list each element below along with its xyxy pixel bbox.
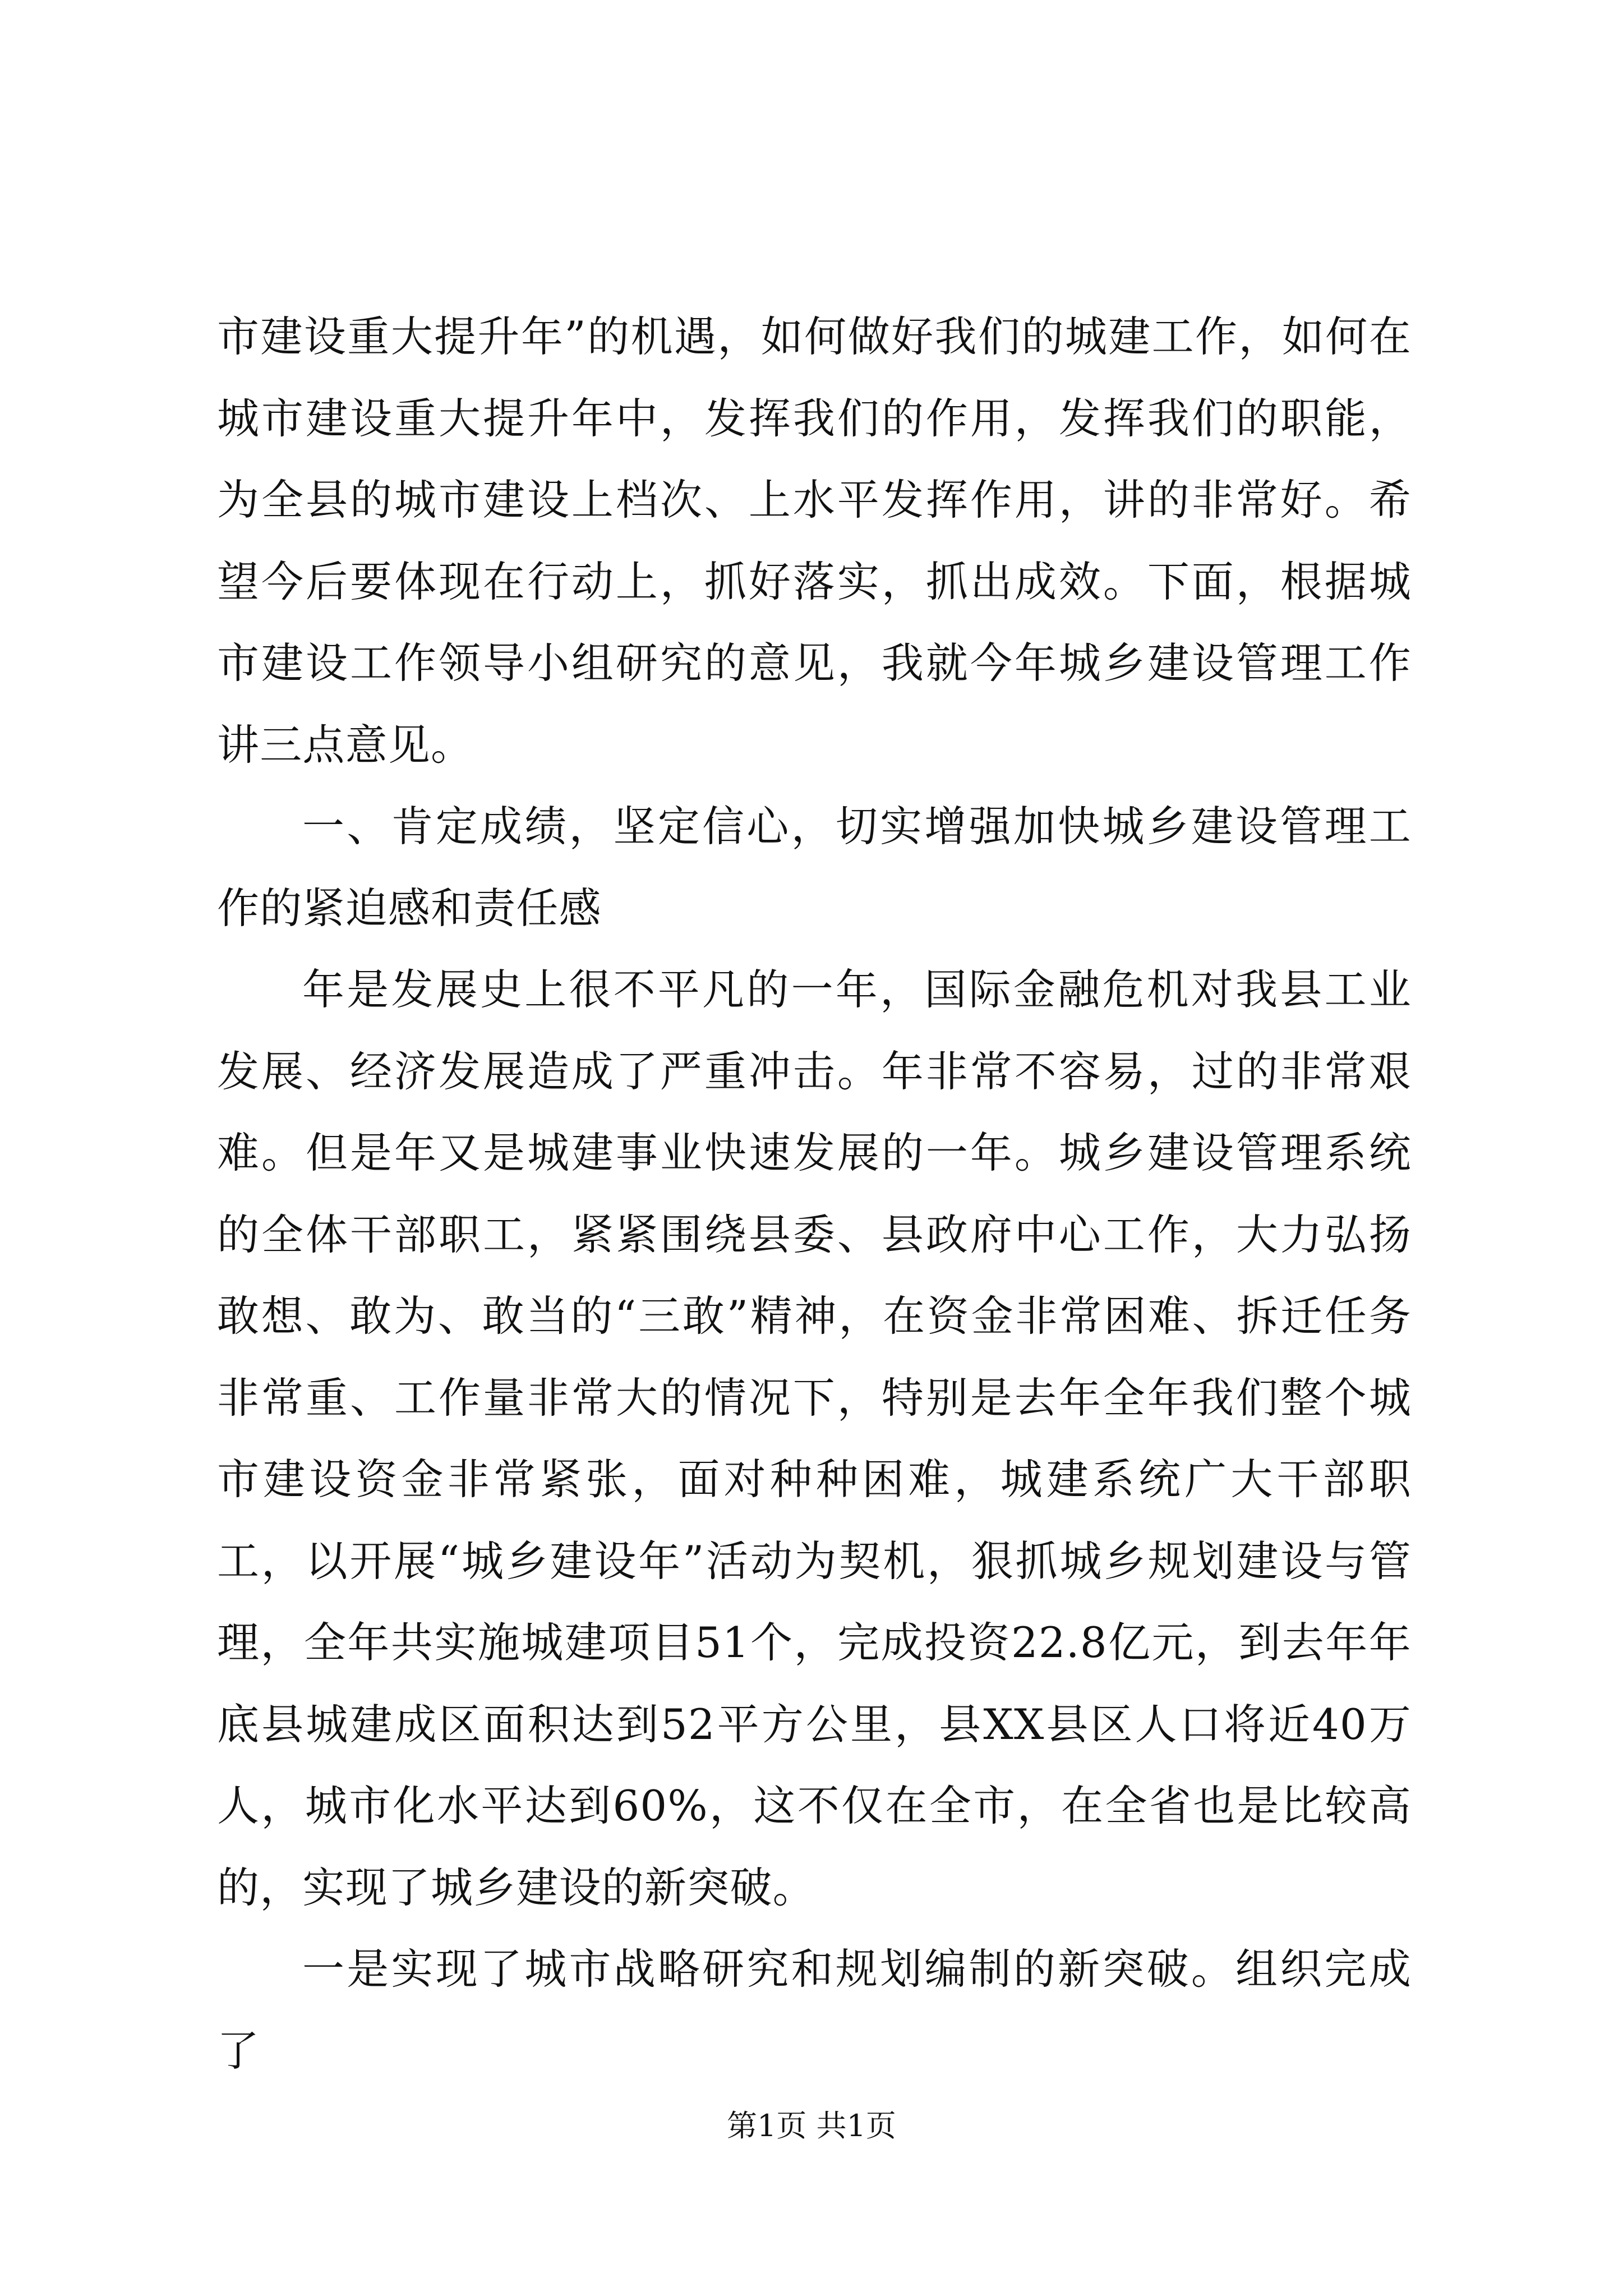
page-footer: 第1页 共1页 bbox=[727, 2108, 896, 2143]
paragraph-continuation: 市建设重大提升年”的机遇，如何做好我们的城建工作，如何在城市建设重大提升年中，发挥我们的作用，发挥我们的职能，为全县的城市建设上档次、上水平发挥作用，讲的非常好。希望今后要体现在行动上，抓好落实，抓出成效。下面，根据城市建设工作领导小组研究的意见，我就今年城乡建设管理工作讲三点意见。 bbox=[217, 312, 1412, 770]
section-heading: 一、肯定成绩，坚定信心，切实增强加快城乡建设管理工作的紧迫感和责任感 bbox=[217, 802, 1412, 933]
document-body bbox=[217, 296, 1412, 2092]
paragraph-first-point: 一是实现了城市战略研究和规划编制的新突破。组织完成了 bbox=[217, 1944, 1412, 2076]
paragraph-achievements: 年是发展史上很不平凡的一年，国际金融危机对我县工业发展、经济发展造成了严重冲击。年非常不容易，过的非常艰难。但是年又是城建事业快速发展的一年。城乡建设管理系统的全体干部职工，紧紧围绕县委、县政府中心工作，大力弘扬敢想、敢为、敢当的“三敢”精神，在资金非常困难、拆迁任务非常重、工作量非常大的情况下，特别是去年全年我们整个城市建设资金非常紧张，面对种种困难，城建系统广大干部职工，以开展“城乡建设年”活动为契机，狠抓城乡规划建设与管理，全年共实施城建项目51个，完成投资22.8亿元，到去年年底县城建成区面积达到52平方公里，县XX县区人口将近40万人，城市化水平达到60%，这不仅在全市，在全省也是比较高的，实现了城乡建设的新突破。 bbox=[217, 965, 1412, 1912]
